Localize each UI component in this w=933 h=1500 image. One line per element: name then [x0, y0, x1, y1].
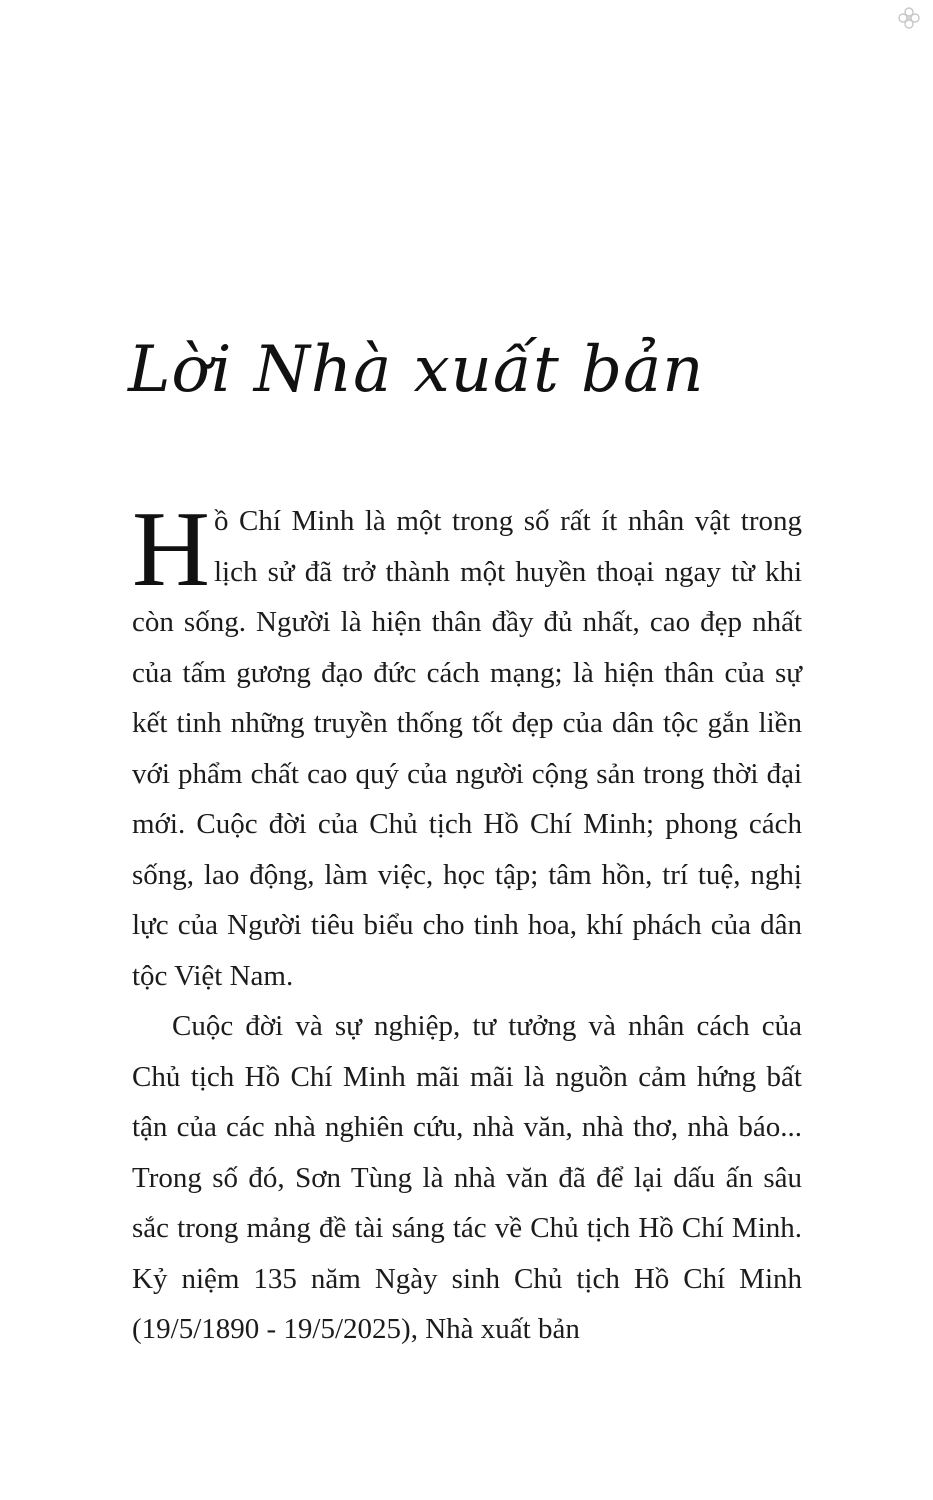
- flower-ornament-icon: [897, 6, 921, 30]
- paragraph-first-text: ồ Chí Minh là một trong số rất ít nhân vật trong lịch sử đã trở thành một huyền thoại ngay từ khi còn sống. Người là hiện thân đầy đủ nhất, cao đẹp nhất của tấm gương đạo đức cách mạng; là hiện thân của sự kết tinh những truyền thống tốt đẹp của dân tộc gắn liền với phẩm chất cao quý của người cộng sản trong thời đại mới. Cuộc đời của Chủ tịch Hồ Chí Minh; phong cách sống, lao động, làm việc, học tập; tâm hồn, trí tuệ, nghị lực của Người tiêu biểu cho tinh hoa, khí phách của dân tộc Việt Nam.: [132, 505, 802, 992]
- paragraph-second: Cuộc đời và sự nghiệp, tư tưởng và nhân cách của Chủ tịch Hồ Chí Minh mãi mãi là nguồn cảm hứng bất tận của các nhà nghiên cứu, nhà văn, nhà thơ, nhà báo... Trong số đó, Sơn Tùng là nhà văn đã để lại dấu ấn sâu sắc trong mảng đề tài sáng tác về Chủ tịch Hồ Chí Minh. Kỷ niệm 135 năm Ngày sinh Chủ tịch Hồ Chí Minh (19/5/1890 - 19/5/2025), Nhà xuất bản: [132, 1010, 802, 1345]
- body-text: [132, 490, 802, 1355]
- page-title: Lời Nhà xuất bản: [128, 333, 705, 407]
- drop-cap: H: [132, 490, 210, 609]
- paragraph-first: [132, 490, 802, 1001]
